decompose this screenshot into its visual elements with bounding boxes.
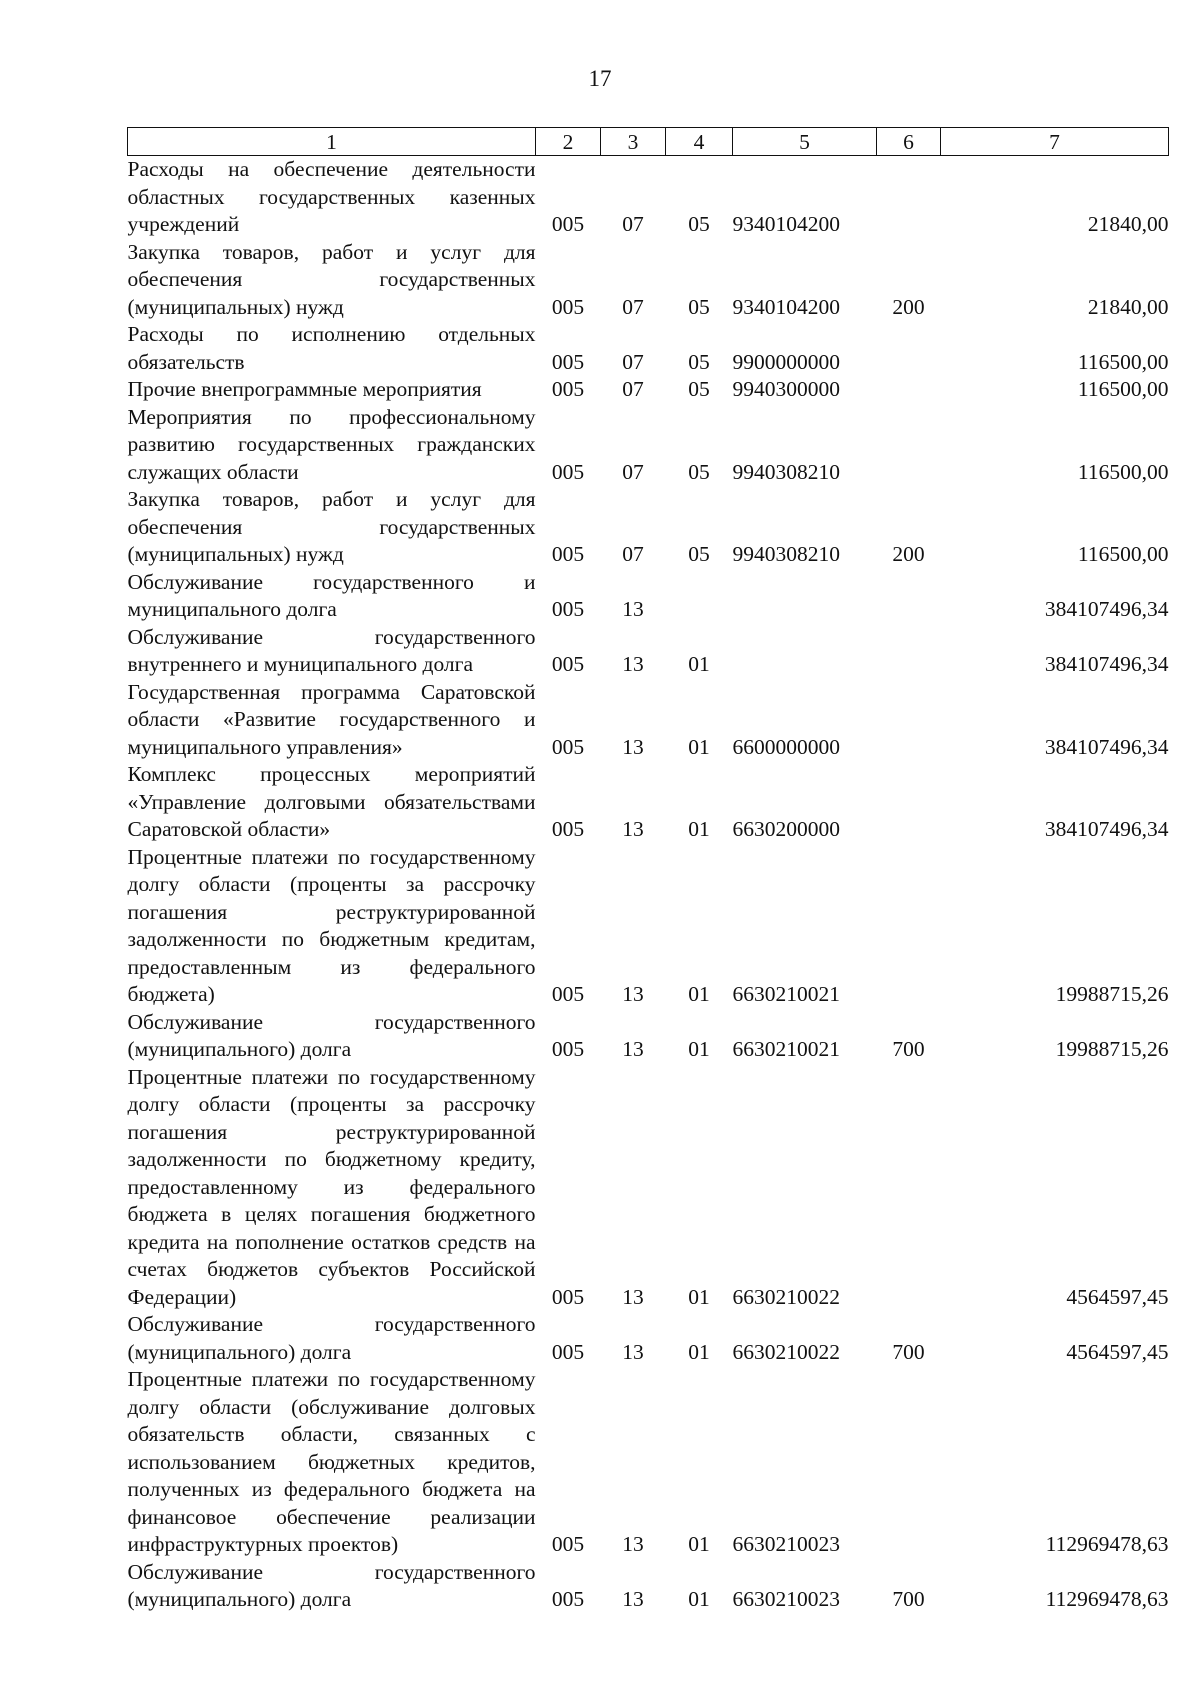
target-article-cell: 6630210022: [732, 1284, 840, 1309]
amount-cell: 4564597,45: [1066, 1284, 1169, 1309]
expense-type-cell: [877, 761, 941, 844]
subsection-cell: 01: [688, 1037, 710, 1061]
code-cell: 005: [551, 1587, 585, 1611]
section-cell: 13: [622, 597, 644, 621]
code-cell: 005: [551, 982, 585, 1006]
row-name-cell: Расходы по исполнению отдельных обязательств: [127, 322, 536, 374]
section-cell: 13: [622, 652, 644, 676]
code-cell: 005: [551, 734, 585, 759]
expense-type-cell: [877, 679, 941, 762]
expense-type-cell: 700: [892, 1339, 925, 1364]
amount-cell: 384107496,34: [1044, 652, 1169, 676]
table-row: [128, 1064, 1169, 1312]
target-article-cell: 6600000000: [732, 734, 840, 759]
subsection-cell: 05: [688, 294, 710, 319]
code-cell: 005: [551, 349, 585, 374]
section-cell: 13: [622, 1339, 644, 1364]
table-row: [128, 376, 1169, 404]
section-cell: 13: [622, 1037, 644, 1061]
subsection-cell: 05: [688, 212, 710, 236]
section-cell: 07: [622, 349, 644, 374]
subsection-cell: 01: [688, 817, 710, 841]
header-col-6: 6: [877, 128, 941, 156]
amount-cell: 112969478,63: [1045, 1532, 1169, 1556]
row-name-cell: Процентные платежи по государственному долгу области (проценты за рассрочку погашения реструктурированной задолженности по бюджетному кредиту, предоставленному из федерального бюджета в целях погашения бюджетного кредита на пополнение остатков средств на счетах бюджетов субъектов Российской Федерации): [127, 1064, 536, 1309]
amount-cell: 112969478,63: [1045, 1587, 1169, 1611]
header-col-3: 3: [601, 128, 666, 156]
expense-type-cell: 200: [892, 542, 925, 566]
table-row: [128, 1009, 1169, 1064]
row-name-cell: Прочие внепрограммные мероприятия: [127, 377, 482, 401]
page-number: 17: [588, 66, 612, 91]
header-col-4: 4: [666, 128, 733, 156]
amount-cell: 21840,00: [1087, 294, 1169, 319]
amount-cell: 116500,00: [1077, 459, 1169, 484]
subsection-cell: 05: [688, 377, 710, 401]
section-cell: 13: [622, 1532, 644, 1556]
header-col-2: 2: [536, 128, 601, 156]
target-article-cell: 9340104200: [732, 294, 840, 319]
amount-cell: 4564597,45: [1066, 1339, 1169, 1364]
code-cell: 005: [551, 652, 585, 676]
expense-type-cell: [877, 624, 941, 679]
section-cell: 07: [622, 542, 644, 566]
amount-cell: 19988715,26: [1055, 982, 1169, 1006]
code-cell: 005: [551, 459, 585, 484]
section-cell: 13: [622, 734, 644, 759]
table-row: [128, 404, 1169, 487]
expense-type-cell: [877, 376, 941, 404]
table-row: [128, 624, 1169, 679]
table-row: [128, 486, 1169, 569]
row-name-cell: Государственная программа Саратовской области «Развитие государственного и муниципального управления»: [127, 679, 536, 759]
table-row: [128, 1366, 1169, 1559]
target-article-cell: 6630210021: [732, 1037, 840, 1061]
code-cell: 005: [551, 817, 585, 841]
code-cell: 005: [551, 1037, 585, 1061]
header-col-1: 1: [128, 128, 536, 156]
section-cell: 13: [622, 1284, 644, 1309]
target-article-cell: 9900000000: [732, 349, 840, 374]
code-cell: 005: [551, 542, 585, 566]
table-row: [128, 1559, 1169, 1614]
code-cell: 005: [551, 294, 585, 319]
subsection-cell: 01: [688, 1532, 710, 1556]
target-article-cell: [733, 624, 877, 679]
code-cell: 005: [551, 1532, 585, 1556]
subsection-cell: 05: [688, 459, 710, 484]
section-cell: 13: [622, 982, 644, 1006]
section-cell: 07: [622, 212, 644, 236]
table-row: [128, 569, 1169, 624]
code-cell: 005: [551, 377, 585, 401]
table-row: [128, 679, 1169, 762]
table-header-row: [128, 128, 1169, 156]
table-row: [128, 156, 1169, 239]
subsection-cell: 05: [688, 542, 710, 566]
amount-cell: 116500,00: [1077, 349, 1169, 374]
amount-cell: 384107496,34: [1044, 597, 1169, 621]
target-article-cell: 9940308210: [732, 542, 840, 566]
amount-cell: 19988715,26: [1055, 1037, 1169, 1061]
code-cell: 005: [551, 212, 585, 236]
code-cell: 005: [551, 1284, 585, 1309]
budget-table: [127, 127, 1169, 1614]
code-cell: 005: [551, 597, 585, 621]
row-name-cell: Обслуживание государственного (муниципального) долга: [127, 1312, 536, 1364]
target-article-cell: [733, 569, 877, 624]
amount-cell: 116500,00: [1077, 542, 1169, 566]
header-col-7: 7: [941, 128, 1169, 156]
subsection-cell: 01: [688, 1339, 710, 1364]
expense-type-cell: [877, 156, 941, 239]
section-cell: 07: [622, 459, 644, 484]
expense-type-cell: [877, 569, 941, 624]
expense-type-cell: 700: [892, 1037, 925, 1061]
amount-cell: 384107496,34: [1044, 734, 1169, 759]
subsection-cell: 05: [688, 349, 710, 374]
target-article-cell: 6630210023: [732, 1587, 840, 1611]
subsection-cell: 01: [688, 1284, 710, 1309]
row-name-cell: Закупка товаров, работ и услуг для обеспечения государственных (муниципальных) нужд: [127, 239, 536, 319]
expense-type-cell: 700: [892, 1587, 925, 1611]
target-article-cell: 9940308210: [732, 459, 840, 484]
target-article-cell: 6630210021: [732, 982, 840, 1006]
code-cell: 005: [551, 1339, 585, 1364]
row-name-cell: Процентные платежи по государственному долгу области (проценты за рассрочку погашения реструктурированной задолженности по бюджетным кредитам, предоставленным из федерального бюджета): [127, 844, 536, 1006]
expense-type-cell: 200: [892, 294, 925, 319]
row-name-cell: Закупка товаров, работ и услуг для обеспечения государственных (муниципальных) нужд: [127, 487, 536, 566]
subsection-cell: [666, 569, 733, 624]
target-article-cell: 6630210023: [732, 1532, 840, 1556]
target-article-cell: 9340104200: [732, 212, 840, 236]
target-article-cell: 9940300000: [732, 377, 840, 401]
row-name-cell: Обслуживание государственного (муниципального) долга: [127, 1009, 536, 1061]
amount-cell: 116500,00: [1077, 377, 1169, 401]
expense-type-cell: [877, 404, 941, 487]
row-name-cell: Обслуживание государственного (муниципального) долга: [127, 1559, 536, 1611]
expense-type-cell: [877, 1064, 941, 1312]
table-row: [128, 239, 1169, 322]
row-name-cell: Комплекс процессных мероприятий «Управление долговыми обязательствами Саратовской области»: [127, 762, 536, 841]
row-name-cell: Расходы на обеспечение деятельности областных государственных казенных учреждений: [127, 157, 536, 236]
target-article-cell: 6630200000: [732, 817, 840, 841]
target-article-cell: 6630210022: [732, 1339, 840, 1364]
amount-cell: 21840,00: [1087, 212, 1169, 236]
expense-type-cell: [877, 321, 941, 376]
row-name-cell: Процентные платежи по государственному долгу области (обслуживание долговых обязательств области, связанных с использованием бюджетных кредитов, полученных из федерального бюджета на финансовое обеспечение реализации инфраструктурных проектов): [127, 1367, 536, 1556]
section-cell: 07: [622, 294, 644, 319]
table-row: [128, 761, 1169, 844]
expense-type-cell: [877, 844, 941, 1009]
table-body: [128, 156, 1169, 1614]
section-cell: 13: [622, 817, 644, 841]
header-col-5: 5: [733, 128, 877, 156]
subsection-cell: 01: [688, 1587, 710, 1611]
expense-type-cell: [877, 1366, 941, 1559]
subsection-cell: 01: [688, 734, 710, 759]
table-row: [128, 844, 1169, 1009]
row-name-cell: Мероприятия по профессиональному развитию государственных гражданских служащих области: [127, 404, 536, 484]
subsection-cell: 01: [688, 652, 710, 676]
row-name-cell: Обслуживание государственного и муниципального долга: [127, 569, 536, 621]
section-cell: 07: [622, 377, 644, 401]
section-cell: 13: [622, 1587, 644, 1611]
subsection-cell: 01: [688, 982, 710, 1006]
amount-cell: 384107496,34: [1044, 817, 1169, 841]
table-row: [128, 321, 1169, 376]
row-name-cell: Обслуживание государственного внутреннего и муниципального долга: [127, 624, 536, 676]
table-row: [128, 1311, 1169, 1366]
